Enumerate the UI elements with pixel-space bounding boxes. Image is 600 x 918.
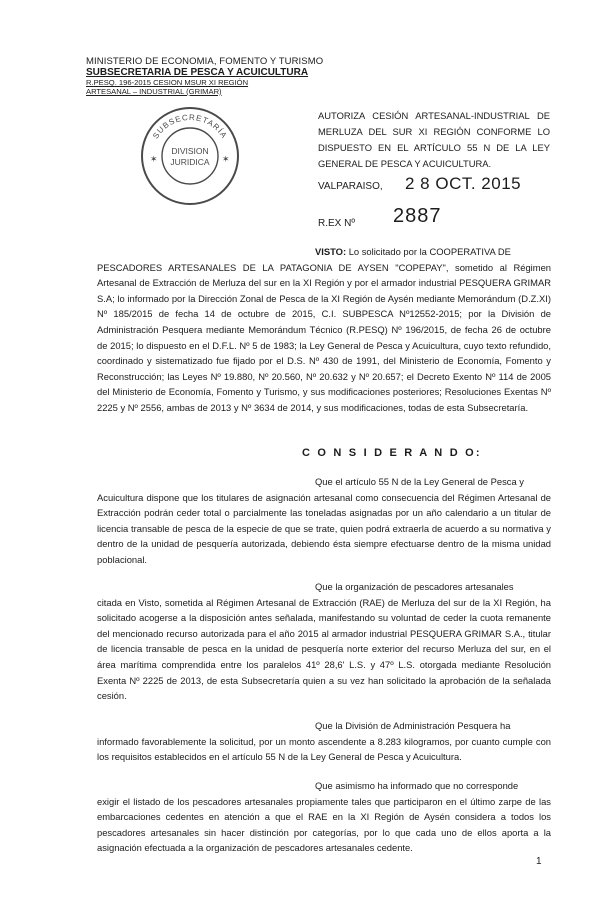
division-juridica-stamp-icon bbox=[138, 104, 242, 208]
subsecretaria-name: SUBSECRETARIA DE PESCA Y ACUICULTURA bbox=[86, 67, 309, 78]
considerando-paragraph-4 bbox=[97, 778, 551, 856]
stamp-text-juridica: JURIDICA bbox=[170, 157, 210, 167]
place-label: VALPARAISO, bbox=[318, 181, 383, 192]
paragraph-lead: Que la organización de pescadores artesanales bbox=[315, 581, 514, 592]
rex-label: R.EX Nº bbox=[318, 218, 355, 229]
ministry-name: MINISTERIO DE ECONOMIA, FOMENTO Y TURISMO bbox=[86, 56, 324, 67]
paragraph-text: exigir el listado de los pescadores artesanales propiamente tales que participaron en el último zarpe de las embarcaciones cedentes en atención a que el RAE en la XI Región de Aysén considera a todos los pescadores artesanales sin hacer distinción por categorías, por lo que cada uno de ellos aporta a la asignación efectuada a la organización de pescadores artesanales cedente. bbox=[97, 795, 551, 854]
considerando-paragraph-3 bbox=[97, 718, 551, 765]
visto-label: VISTO: bbox=[315, 246, 347, 257]
considerando-paragraph-1 bbox=[97, 474, 551, 568]
reference-subline: ARTESANAL – INDUSTRIAL (GRIMAR) bbox=[86, 87, 222, 96]
stamp-text-division: DIVISION bbox=[171, 146, 209, 156]
rex-number: 2887 bbox=[393, 205, 442, 227]
svg-text:✶: ✶ bbox=[150, 154, 158, 164]
considerando-paragraph-2 bbox=[97, 579, 551, 704]
visto-lead: Lo solicitado por la COOPERATIVA DE bbox=[346, 246, 511, 257]
paragraph-text: citada en Visto, sometida al Régimen Artesanal de Extracción (RAE) de Merluza del sur de la XI Región, ha solicitado acogerse a la disposición antes señalada, manifestando su voluntad de ceder la cuota remanente del mencionado recurso autorizada para el año 2015 al armador industrial PESQUERA GRIMAR S.A., titular de licencia transable de pesca en la unidad de pesquería norte exterior del recurso Merluza del sur, en el área marítima comprendida entre los paralelos 41º 28,6' L.S. y 47º L.S. otorgada mediante Resolución Exenta Nº 2225 de 2013, de esta Subsecretaría quien a su vez han solicitado la aprobación de la señalada cesión. bbox=[97, 596, 551, 702]
paragraph-text: informado favorablemente la solicitud, por un monto ascendente a 8.283 kilogramos, por cuanto cumple con los requisitos establecidos en el artículo 55 N de la Ley General de Pesca y Acuicultura. bbox=[97, 735, 551, 763]
paragraph-lead: Que asimismo ha informado que no corresponde bbox=[315, 780, 519, 791]
reference-line: R.PESQ. 196-2015 CESION MSUR XI REGIÓN bbox=[86, 78, 249, 87]
considerando-heading: C O N S I D E R A N D O: bbox=[302, 447, 482, 459]
visto-section bbox=[97, 244, 551, 416]
visto-text: PESCADORES ARTESANALES DE LA PATAGONIA DE AYSEN "COPEPAY", sometido al Régimen Artesanal de Extracción de Merluza del sur en la XI Región y por el armador industrial PESQUERA GRIMAR S.A; lo informado por la Dirección Zonal de Pesca de la XI Región de Aysén mediante Memorándum (D.Z.XI) Nº 185/2015 de fecha 14 de octubre de 2015, C.I. SUBPESCA Nº12552-2015; por la División de Administración Pesquera mediante Memorándum Técnico (R.PESQ) Nº 196/2015, de fecha 26 de octubre de 2015; lo dispuesto en el D.F.L. Nº 5 de 1983; la Ley General de Pesca y Acuicultura, cuyo texto refundido, coordinado y sistematizado fue fijado por el D.S. Nº 430 de 1991, del Ministerio de Economía, Fomento y Reconstrucción; las Leyes Nº 19.880, Nº 20.560, Nº 20.632 y Nº 20.657; el Decreto Exento Nº 114 de 2005 del Ministerio de Economía, Fomento y Turismo, y sus modificaciones posteriores; Resoluciones Exentas Nº 2225 y Nº 2556, ambas de 2013 y Nº 3634 de 2014, y sus modificaciones, todas de esta Subsecretaría. bbox=[97, 261, 551, 413]
letterhead bbox=[86, 56, 323, 96]
paragraph-lead: Que el artículo 55 N de la Ley General de Pesca y bbox=[315, 476, 524, 487]
paragraph-lead: Que la División de Administración Pesquera ha bbox=[315, 720, 511, 731]
date-stamp: 2 8 OCT. 2015 bbox=[405, 174, 522, 193]
resolution-title: AUTORIZA CESIÓN ARTESANAL-INDUSTRIAL DE MERLUZA DEL SUR XI REGIÓN CONFORME LO DISPUESTO EN EL ARTÍCULO 55 N DE LA LEY GENERAL DE PESCA Y ACUICULTURA. bbox=[318, 110, 550, 169]
page-number: 1 bbox=[536, 856, 542, 867]
stamp-text-top: SUBSECRETARÍA bbox=[151, 112, 229, 141]
paragraph-text: Acuicultura dispone que los titulares de asignación artesanal como consecuencia del Régimen Artesanal de Extracción podrán ceder total o parcialmente las toneladas asignadas por un año calendario a un titular de licencia transable de pesca de la especie de que se trate, quien podrá extraerla de acuerdo a su normativa y dentro de la unidad de pesquería autorizada, debiendo ésta siempre efectuarse dentro de la misma unidad poblacional. bbox=[97, 491, 551, 565]
svg-text:✶: ✶ bbox=[222, 154, 230, 164]
